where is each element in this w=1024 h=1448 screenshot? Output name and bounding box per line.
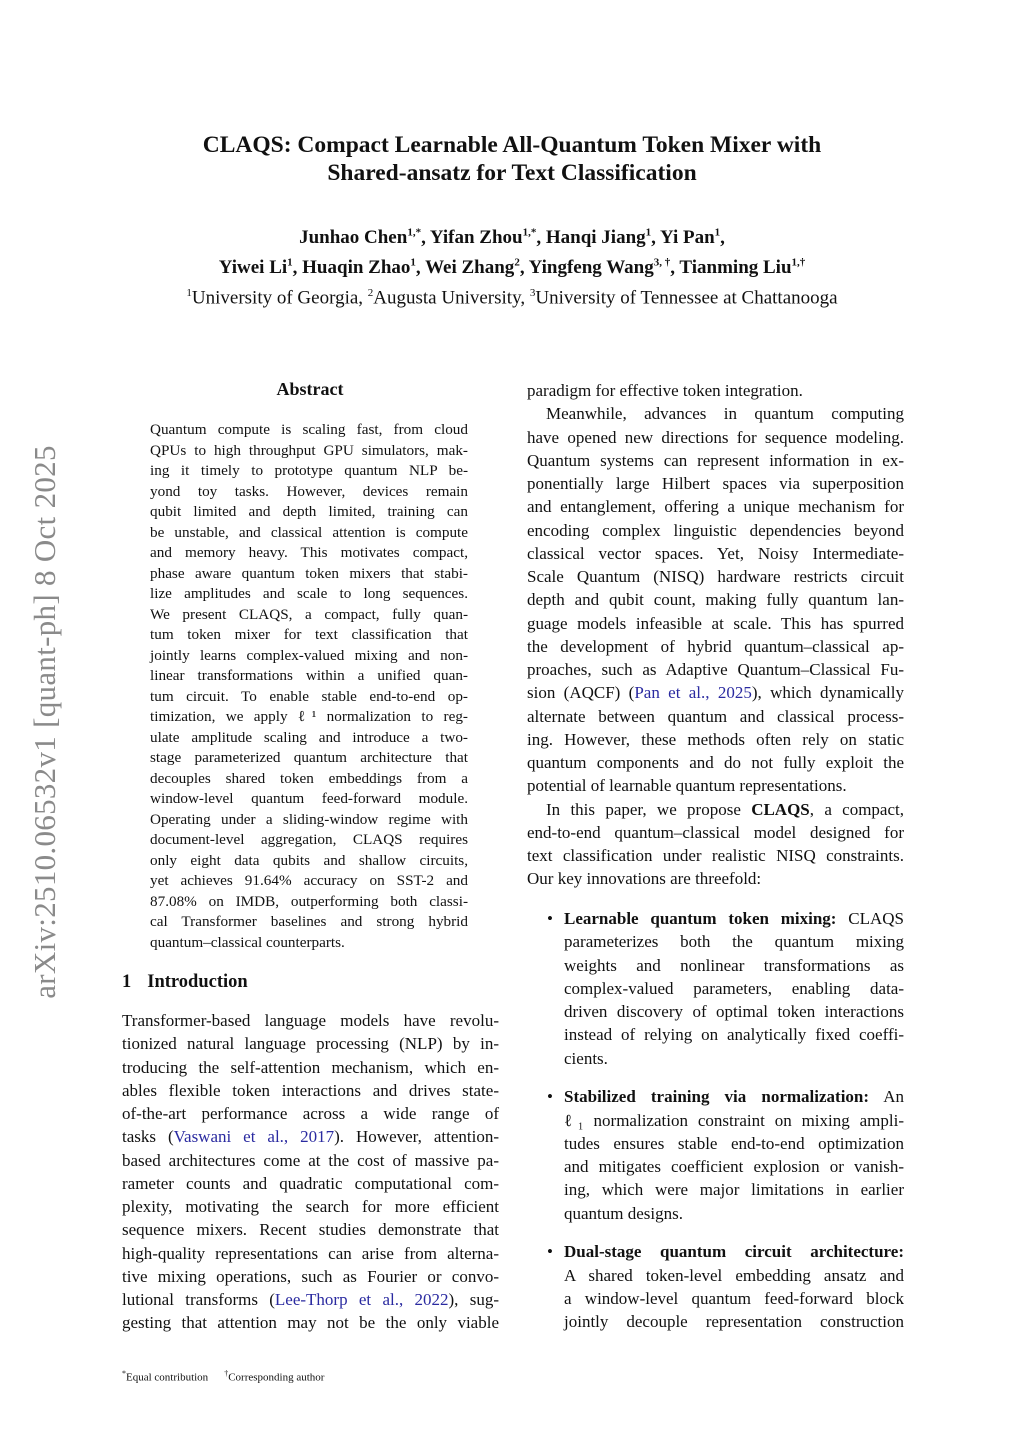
text-line: have opened new directions for sequence modeling.	[527, 427, 904, 447]
footnote-text: Equal contribution	[126, 1371, 209, 1384]
text-line: based architectures come at the cost of massive pa-	[122, 1150, 499, 1170]
list-item	[527, 1240, 904, 1333]
arxiv-side-stamp: arXiv:2510.06532v1 [quant-ph] 8 Oct 2025	[27, 445, 62, 999]
bullet-icon: •	[547, 1242, 553, 1262]
text-line: depth and qubit count, making fully quantum lan-	[527, 590, 904, 610]
text-line: parameterizes both the quantum mixing	[564, 932, 904, 952]
right-column-text	[527, 379, 904, 891]
text-line: encoding complex linguistic dependencies beyond	[527, 520, 904, 540]
text-line: high-quality representations can arise from alterna-	[122, 1243, 499, 1263]
text-line: Operating under a sliding-window regime with	[150, 810, 468, 828]
text-line: Our key innovations are threefold:	[527, 869, 762, 889]
paper-title	[0, 131, 1024, 187]
text-line: complex-valued parameters, enabling data-	[564, 978, 904, 998]
author-name: Yiwei Li$^1$	[218, 256, 293, 279]
text-line: Meanwhile, advances in quantum computing	[546, 404, 904, 424]
text-line: only eight data qubits and shallow circuits,	[150, 851, 468, 869]
footnotes: *Equal contribution †Corresponding author	[122, 1369, 325, 1384]
citation-link[interactable]: Vaswani et al., 2017	[173, 1127, 335, 1147]
text-line: yet achieves 91.64% accuracy on SST-2 and	[150, 872, 468, 889]
innovations-list	[527, 907, 904, 1349]
text-line: troducing the self-attention mechanism, which en-	[122, 1057, 499, 1077]
title-line: Shared-ansatz for Text Classification	[327, 160, 697, 186]
text-line: tionized natural language processing (NLP) by in-	[122, 1034, 499, 1054]
text-line: Dual-stage quantum circuit architecture:	[564, 1242, 904, 1262]
text-line: be unstable, and classical attention is compute	[150, 523, 468, 541]
text-line: sion (AQCF) (Pan et al., 2025), which dynamically	[527, 683, 904, 703]
text-line: paradigm for effective token integration.	[527, 381, 803, 400]
section-heading	[122, 972, 248, 993]
citation-link[interactable]: Pan et al., 2025	[634, 683, 752, 703]
text-line: ponentially large Hilbert spaces via superposition	[527, 474, 904, 493]
citation-link[interactable]: Lee-Thorp et al., 2022	[274, 1290, 449, 1309]
text-line: the development of hybrid quantum–classical ap-	[527, 636, 904, 656]
author-name: Huaqin Zhao$^1$	[302, 256, 416, 279]
text-line: tum circuit. To enable stable end-to-end op-	[150, 687, 468, 705]
text-line: qubit limited and depth limited, training can	[150, 503, 468, 520]
affiliation: Augusta University	[373, 286, 521, 308]
text-line: linear transformations within a unified quan-	[150, 667, 468, 684]
text-line: window-level quantum feed-forward module.	[150, 790, 468, 807]
text-line: timization, we apply ℓ¹ normalization to reg-	[150, 708, 468, 725]
list-item	[527, 1085, 904, 1225]
author-name: Junhao Chen$^{1,*}$	[299, 227, 422, 249]
text-line: cal Transformer baselines and strong hybrid	[150, 913, 468, 930]
text-line: ables flexible token interactions and drives state-	[122, 1080, 499, 1100]
text-line: Learnable quantum token mixing: CLAQS	[564, 909, 904, 928]
left-column-text	[122, 1009, 499, 1335]
text-line: lutional transforms (Lee-Thorp et al., 2022), sug-	[122, 1290, 499, 1309]
text-line: end-to-end quantum–classical model designed for	[527, 822, 904, 842]
author-name: Yifan Zhou$^{1,*}$	[429, 227, 537, 249]
text-line: lize amplitudes and scale to long sequences.	[150, 585, 468, 602]
text-line: A shared token-level embedding ansatz and	[564, 1265, 904, 1285]
text-line: classical vector spaces. Yet, Noisy Intermediate-	[527, 543, 904, 563]
author-block	[0, 221, 1024, 310]
text-line: quantum designs.	[564, 1203, 683, 1223]
text-line: Scale Quantum (NISQ) hardware restricts circuit	[527, 567, 904, 586]
section-number: 1	[122, 972, 132, 992]
text-line: ulate amplitude scaling and introduce a two-	[150, 728, 468, 746]
bullet-icon: •	[547, 1087, 553, 1107]
text-line: gesting that attention may not be the only viable	[122, 1313, 499, 1333]
author-name: Wei Zhang$^2$	[425, 256, 520, 279]
text-line: Transformer-based language models have revolu-	[122, 1011, 499, 1030]
text-line: We present CLAQS, a compact, fully quan-	[150, 605, 468, 623]
author-name: Tianming Liu$^{1,\dagger}$	[679, 256, 806, 279]
abstract-body	[150, 420, 468, 953]
text-line: 87.08% on IMDB, outperforming both classi-	[150, 892, 468, 910]
text-line: In this paper, we propose CLAQS, a compact,	[546, 799, 904, 819]
text-line: of-the-art performance across a wide range of	[122, 1104, 499, 1123]
text-line: tive mixing operations, such as Fourier or convo-	[122, 1266, 499, 1286]
text-line: alternate between quantum and classical process-	[527, 706, 904, 726]
footnote-text: Corresponding author	[228, 1371, 325, 1384]
abstract-heading: Abstract	[276, 379, 344, 399]
text-line: and memory heavy. This motivates compact,	[150, 544, 468, 561]
title-line: CLAQS: Compact Learnable All-Quantum Token Mixer with	[202, 132, 822, 158]
text-line: ing it timely to prototype quantum NLP be-	[150, 462, 468, 479]
text-line: document-level aggregation, CLAQS requires	[150, 831, 468, 848]
text-line: decouples shared token embeddings from a	[150, 769, 468, 787]
text-line: stage parameterized quantum architecture that	[150, 749, 468, 766]
text-line: potential of learnable quantum representations.	[527, 776, 847, 796]
author-line: Yiwei Li$^1$, Huaqin Zhao$^1$, Wei Zhang$^2$, Yingfeng Wang$^{3, \dagger}$, Tianming Liu$^{1,\dagger}$	[218, 256, 806, 279]
author-name: Yingfeng Wang$^{3, \dagger}$	[528, 256, 671, 279]
text-line: ing. However, these methods often rely on static	[527, 729, 904, 749]
text-line: proaches, such as Adaptive Quantum–Classical Fu-	[527, 660, 904, 679]
text-line: jointly decouple representation construction	[564, 1312, 904, 1331]
affiliation: University of Georgia	[191, 286, 359, 308]
text-line: and mitigates coefficient explosion or vanish-	[564, 1157, 904, 1176]
text-line: text classification under realistic NISQ constraints.	[527, 846, 904, 865]
text-line: Quantum compute is scaling fast, from cloud	[150, 421, 468, 438]
text-line: tum token mixer for text classification that	[150, 626, 468, 643]
text-line: yond toy tasks. However, devices remain	[150, 482, 468, 500]
text-line: weights and nonlinear transformations as	[564, 955, 904, 975]
text-line: Quantum systems can represent information in ex-	[527, 450, 904, 470]
author-name: Hanqi Jiang$^1$	[545, 227, 652, 249]
text-line: plexity, motivating the search for more efficient	[122, 1197, 499, 1216]
text-line: a window-level quantum feed-forward block	[564, 1288, 904, 1308]
text-line: tudes ensures stable end-to-end optimization	[564, 1133, 904, 1153]
text-line: phase aware quantum token mixers that stabi-	[150, 564, 468, 582]
text-line: ℓ₁ normalization constraint on mixing ampli-	[564, 1110, 904, 1130]
author-name: Yi Pan$^1$	[659, 227, 721, 249]
text-line: and entanglement, offering a unique mechanism for	[527, 497, 904, 517]
affiliation: University of Tennessee at Chattanooga	[535, 286, 838, 308]
text-line: tasks (Vaswani et al., 2017). However, attention-	[122, 1127, 499, 1147]
text-line: jointly learns complex-valued mixing and non-	[150, 646, 468, 664]
text-line: quantum components and do not fully exploit the	[527, 753, 904, 772]
bullet-icon: •	[547, 909, 553, 928]
text-line: cients.	[564, 1048, 608, 1068]
text-line: rameter counts and quadratic computational com-	[122, 1173, 499, 1193]
text-line: sequence mixers. Recent studies demonstrate that	[122, 1220, 499, 1240]
text-line: Stabilized training via normalization: An	[564, 1087, 904, 1107]
text-line: instead of relying on analytically fixed coeffi-	[564, 1025, 904, 1045]
text-line: ing, which were major limitations in earlier	[564, 1180, 904, 1200]
list-item	[527, 907, 904, 1070]
text-line: driven discovery of optimal token interactions	[564, 1002, 904, 1021]
text-line: QPUs to high throughput GPU simulators, mak-	[150, 441, 468, 459]
section-title: Introduction	[147, 972, 248, 992]
author-line: Junhao Chen$^{1,*}$, Yifan Zhou$^{1,*}$, Hanqi Jiang$^1$, Yi Pan$^1$,	[299, 227, 725, 249]
affiliation-line: $^1$University of Georgia, $^2$Augusta University, $^3$University of Tennessee at Chattanooga	[186, 286, 838, 308]
text-line: quantum–classical counterparts.	[150, 933, 345, 951]
text-line: guage models infeasible at scale. This has spurred	[527, 613, 904, 633]
